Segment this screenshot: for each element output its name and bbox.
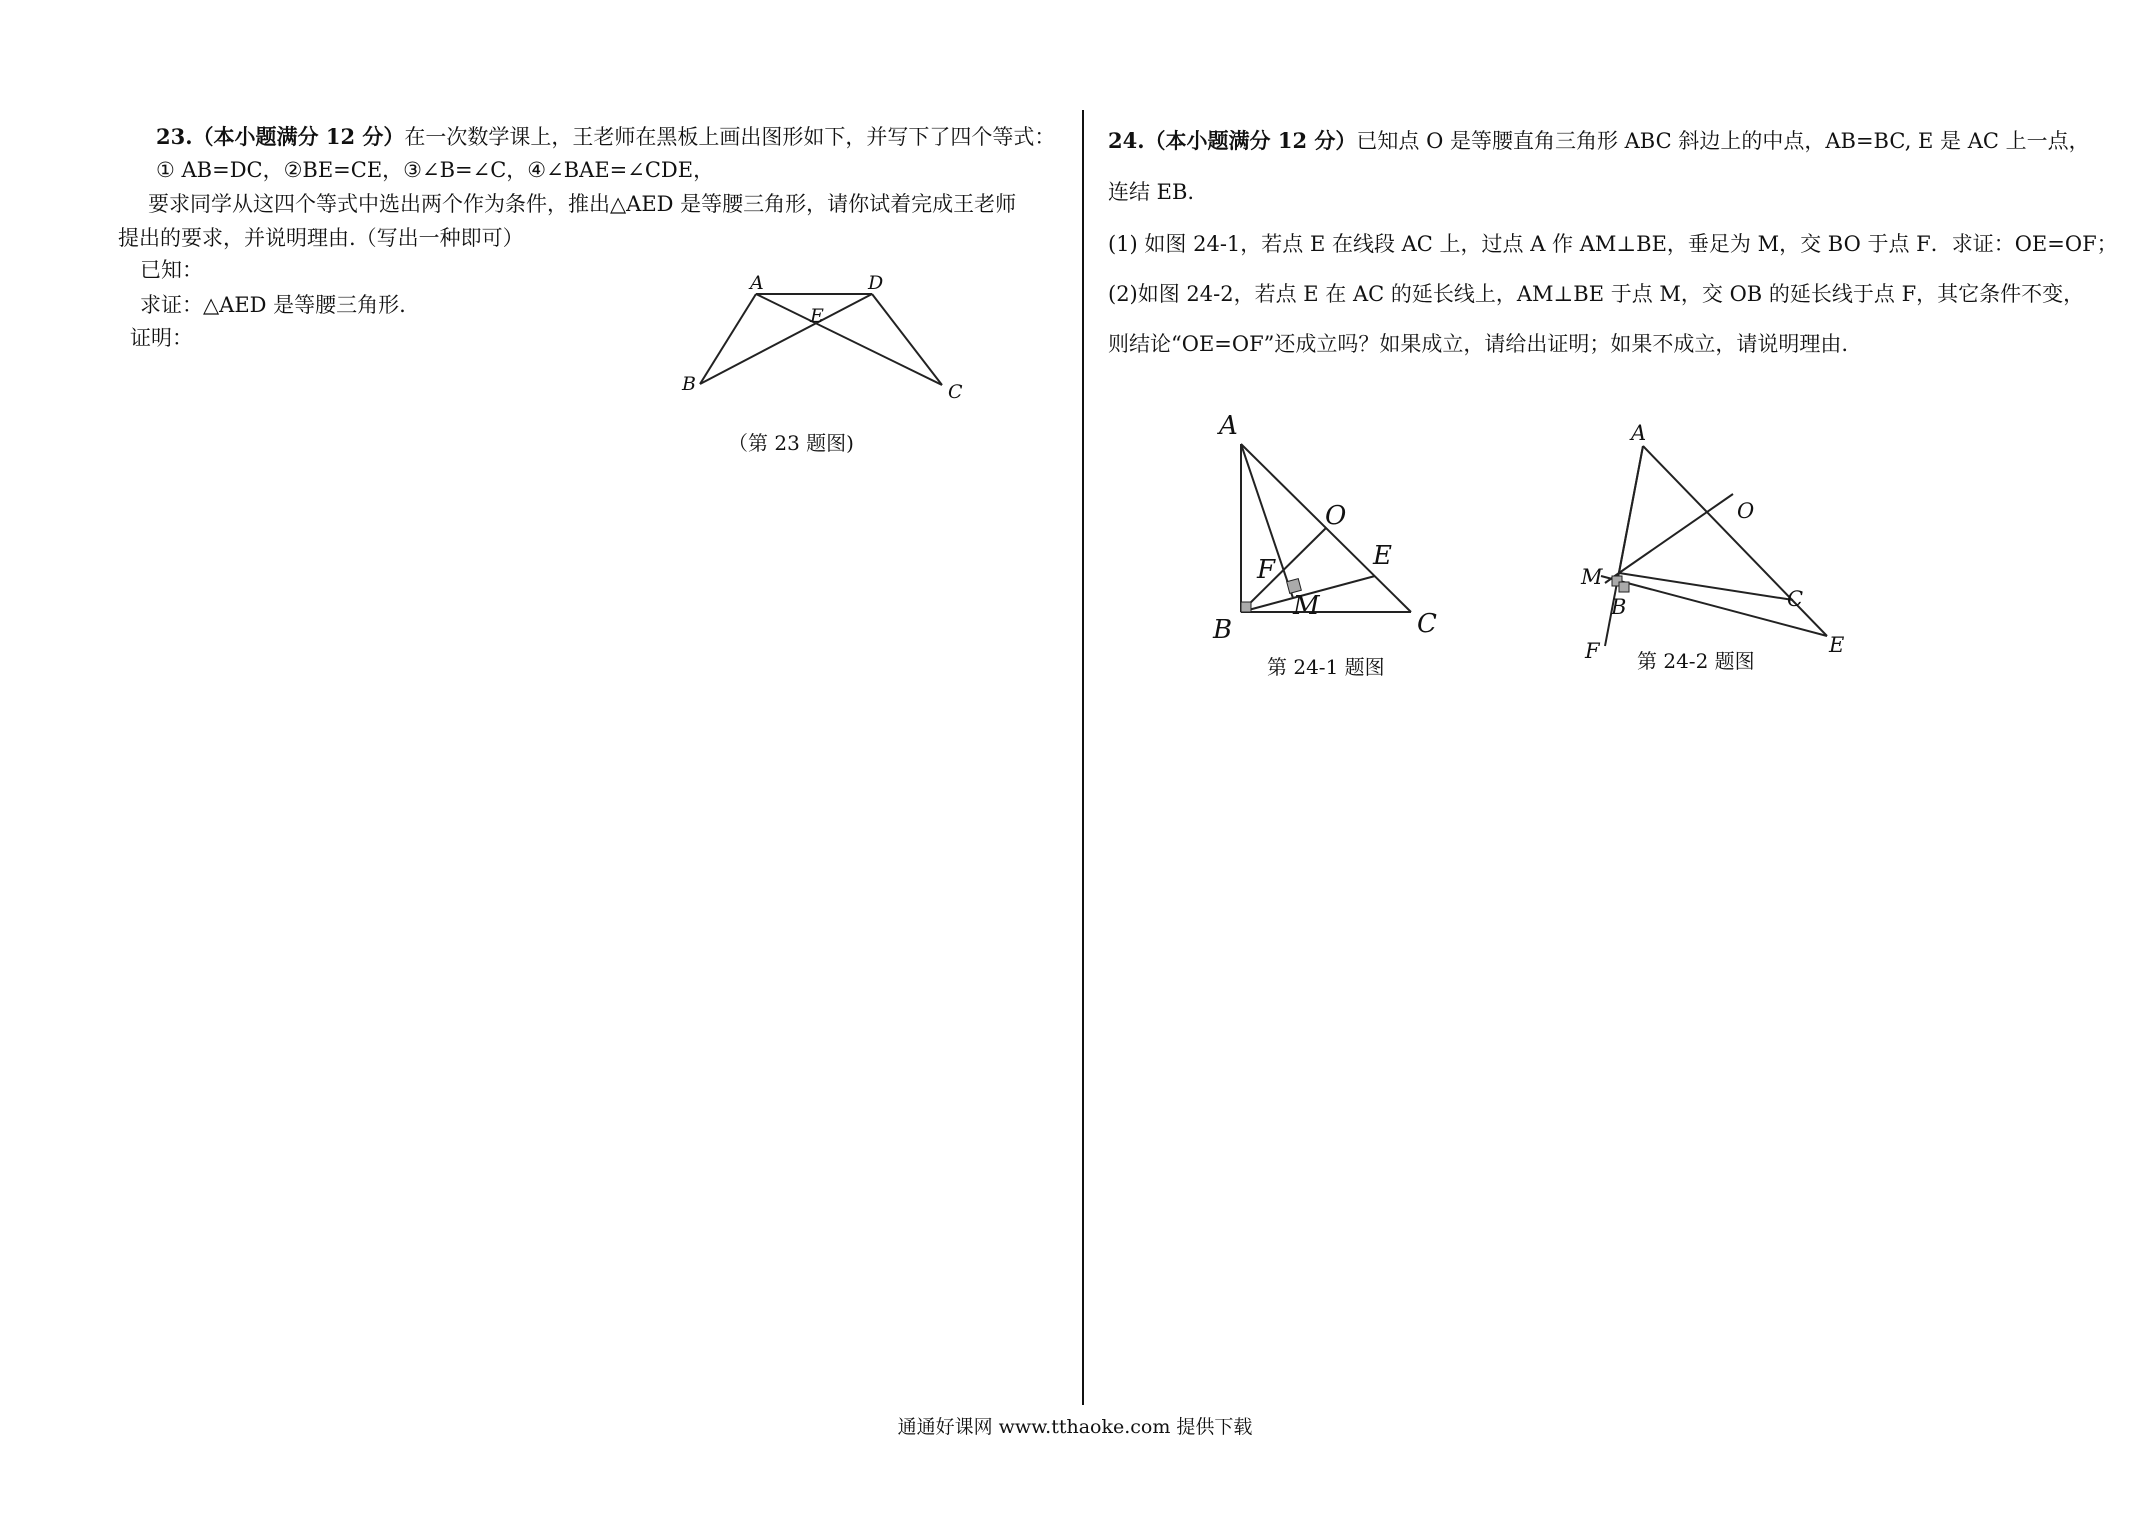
segment-ab [1619,446,1643,573]
label-f: F [1585,639,1600,663]
segment-dc [872,294,942,385]
label-o: O [1737,499,1755,523]
q24-part2-line1: (2)如图 24-2，若点 E 在 AC 的延长线上，AM⊥BE 于点 M，交 OB 的延长线于点 F，其它条件不变， [1108,282,2085,306]
q24-intro-line2: 连结 EB. [1108,180,1195,204]
q23-proof-label: 证明： [130,326,193,350]
label-m: M [1293,591,1320,621]
label-c: C [948,381,963,403]
q24-figure1-caption: 第 24-1 题图 [1267,655,1385,679]
q24-intro: 已知点 O 是等腰直角三角形 ABC 斜边上的中点，AB=BC, E 是 AC 上一点， [1356,129,2090,153]
q23-figure [670,260,1000,460]
label-o: O [1325,501,1347,531]
q24-header: 24.（本小题满分 12 分） [1108,128,1357,153]
column-divider [1082,110,1084,1405]
label-b: B [682,373,696,395]
segment-bc [1619,573,1793,600]
q23-equalities: ① AB=DC，②BE=CE，③∠B=∠C，④∠BAE=∠CDE， [156,158,715,182]
label-b: B [1213,615,1233,645]
footer-source: 通通好课网 www.tthaoke.com 提供下载 [897,1416,1253,1438]
q24-part2-line2: 则结论“OE=OF”还成立吗？如果成立，请给出证明；如果不成立，请说明理由. [1108,332,1849,356]
q23-intro: 在一次数学课上，王老师在黑板上画出图形如下，并写下了四个等式： [404,125,1056,149]
q23-first-line [156,124,1055,150]
label-m: M [1581,565,1603,589]
label-a: A [1219,411,1238,441]
label-a: A [1631,421,1647,445]
right-angle-b [1241,602,1251,612]
q24-part1: (1) 如图 24-1，若点 E 在线段 AC 上，过点 A 作 AM⊥BE，垂足为 M，交 BO 于点 F．求证：OE=OF； [1108,232,2118,256]
segment-ab [700,294,756,384]
q23-request-line1: 要求同学从这四个等式中选出两个作为条件，推出△AED 是等腰三角形，请你试着完成王老师 [148,192,1017,216]
q24-figure-2 [1575,410,1865,690]
label-c: C [1417,609,1437,639]
q23-figure-caption: （第 23 题图) [728,431,854,455]
q23-prove-label: 求证：△AED 是等腰三角形. [140,293,406,317]
label-d: D [868,272,884,294]
q23-header: 23.（本小题满分 12 分） [156,124,405,149]
q24-first-line [1108,128,2090,154]
label-e: E [810,305,824,327]
label-c: C [1787,587,1804,611]
q23-request-line2: 提出的要求，并说明理由.（写出一种即可） [118,226,524,250]
right-angle-b [1619,582,1629,592]
label-b: B [1611,595,1627,619]
label-e: E [1829,633,1845,657]
q24-figure-1 [1195,400,1455,690]
segment-bo [1619,494,1733,573]
label-a: A [750,272,764,294]
label-e: E [1373,541,1392,571]
q24-figure2-caption: 第 24-2 题图 [1637,649,1755,673]
q23-given-label: 已知： [140,258,203,282]
label-f: F [1257,555,1276,585]
